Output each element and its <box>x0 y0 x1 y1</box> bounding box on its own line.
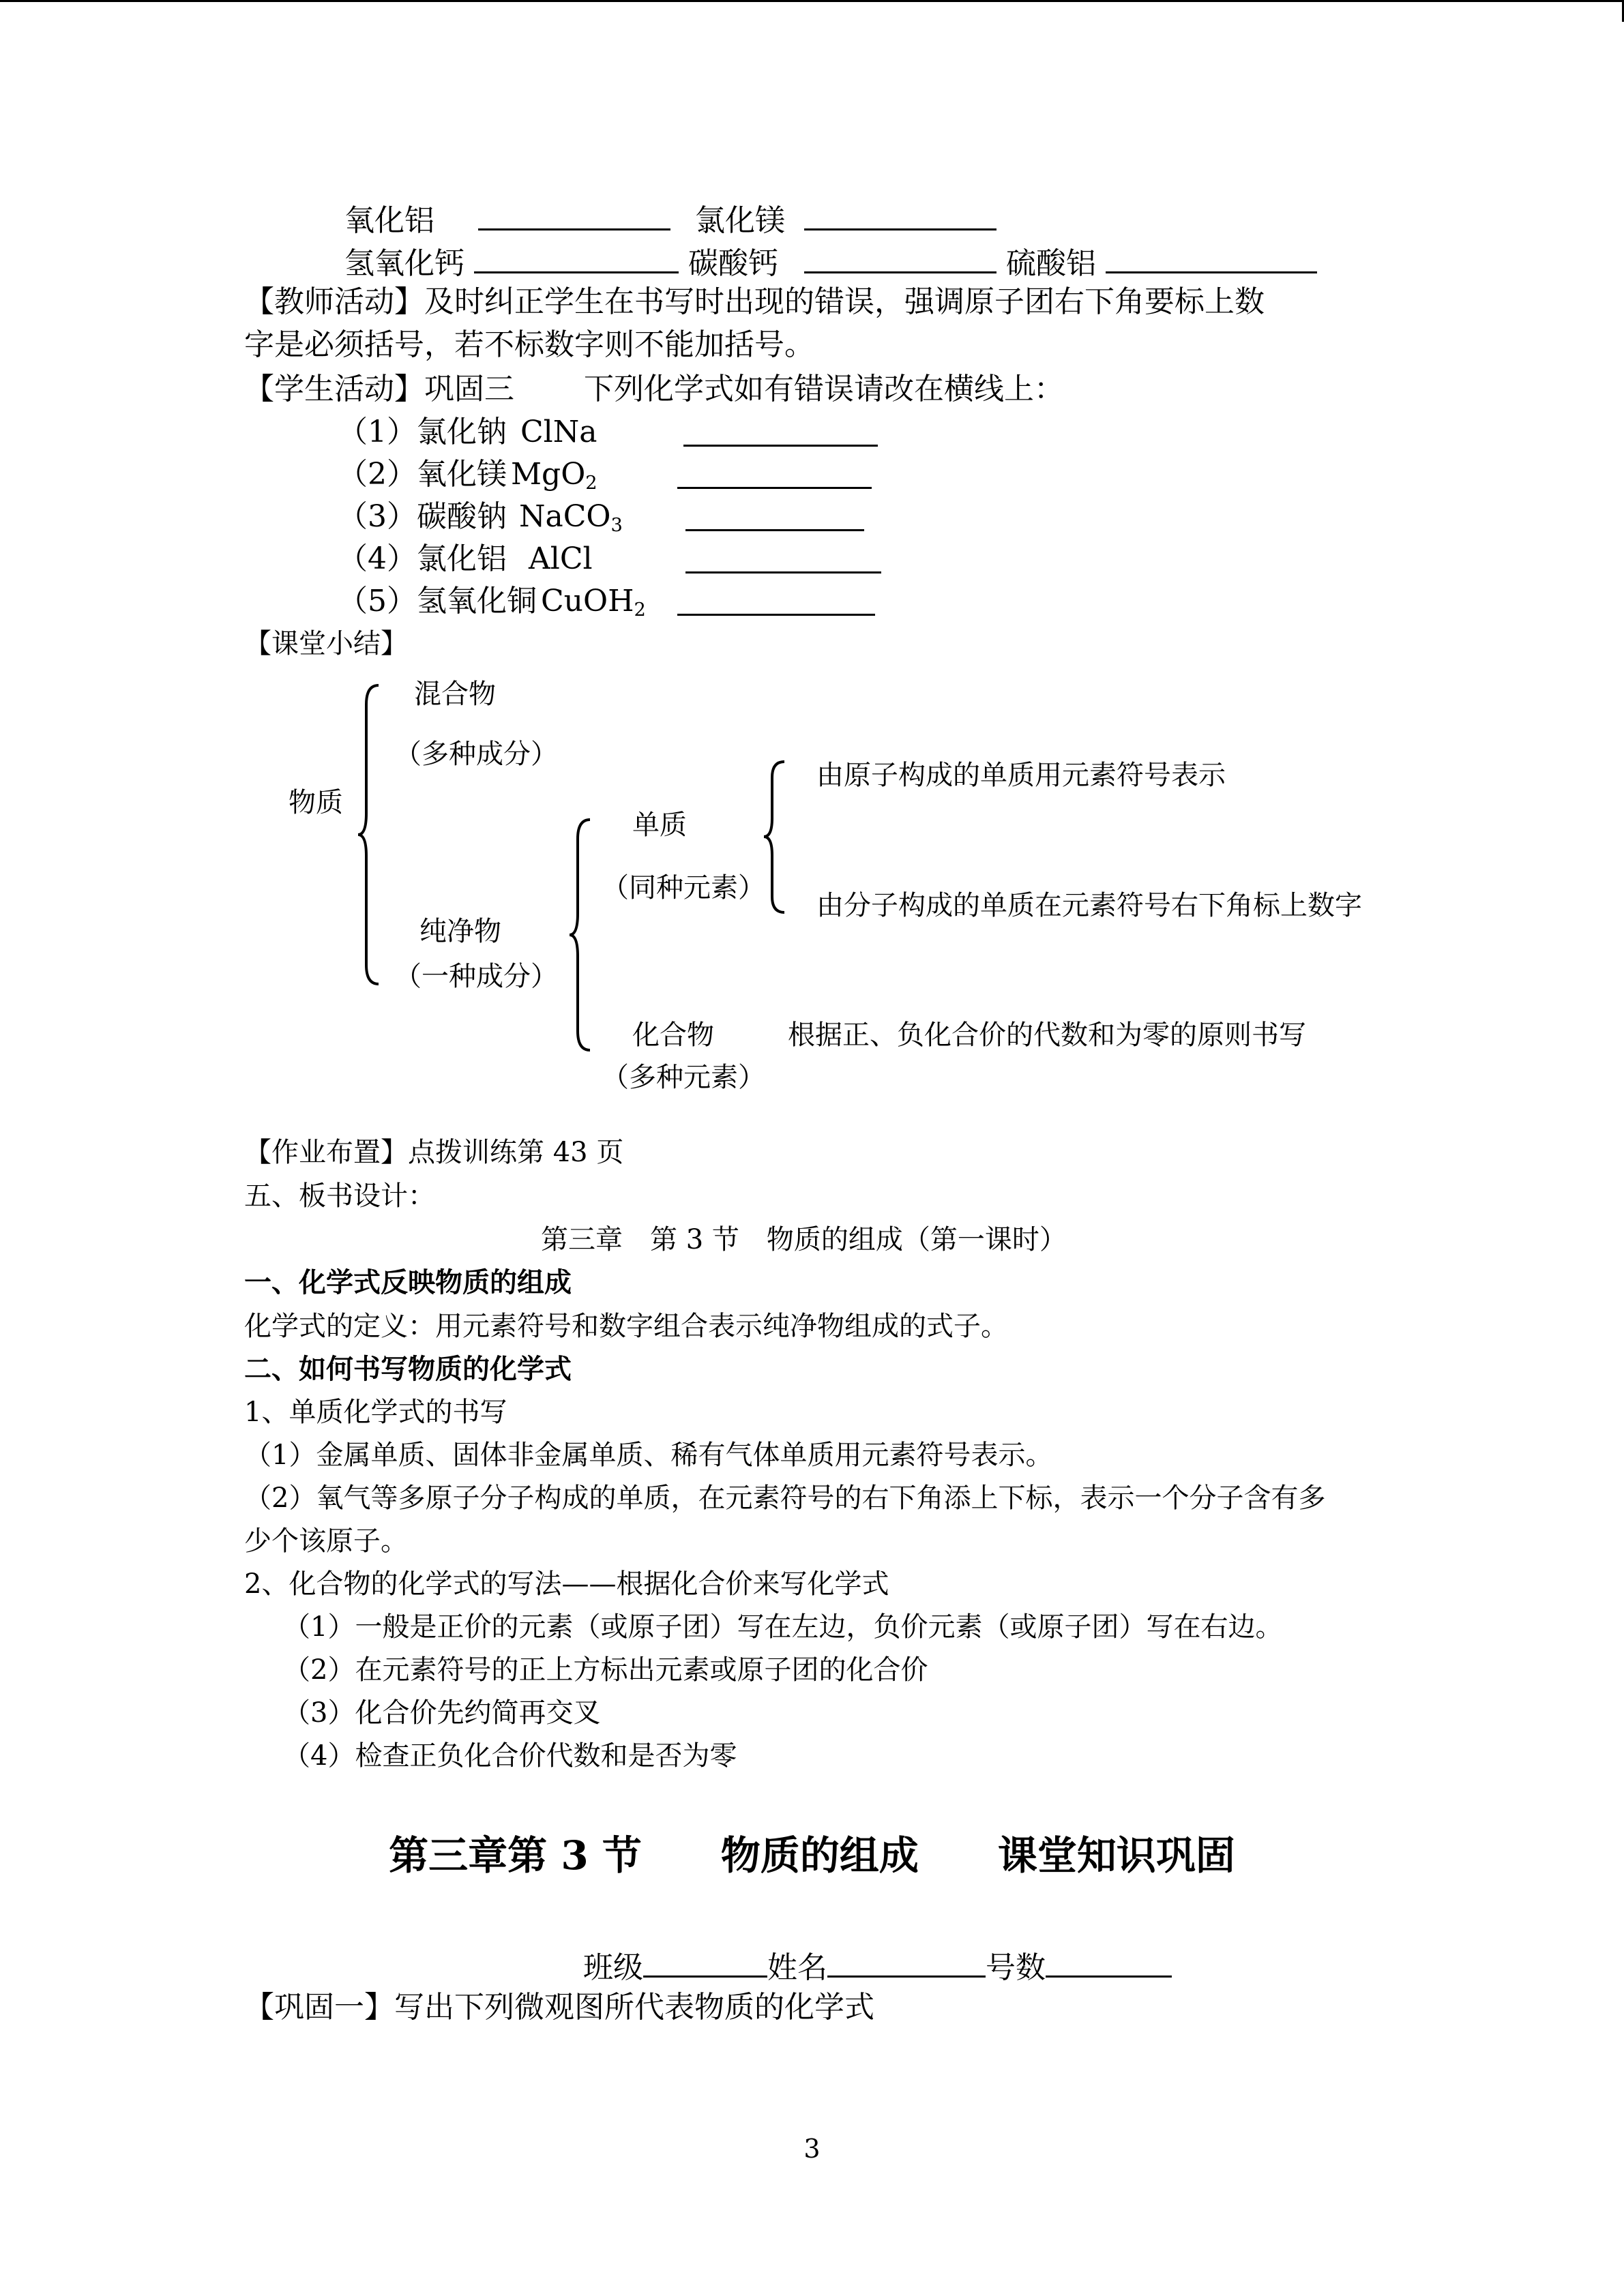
item-name: 氧化镁 <box>417 457 507 492</box>
answer-blank[interactable] <box>804 244 996 273</box>
item-number: （1） <box>338 415 417 449</box>
correction-item-2 <box>338 457 597 494</box>
tree-element-rule-2: 由分子构成的单质在元素符号右下角标上数字 <box>816 890 1362 921</box>
item-formula: NaCO$_3$ <box>519 499 623 536</box>
correction-item-4 <box>338 541 593 576</box>
board-design-title: 第三章 第 3 节 物质的组成（第一课时） <box>541 1224 1067 1255</box>
board-sub-1: 1、单质化学式的书写 <box>244 1397 507 1428</box>
formula-exercise-row-1 <box>344 201 996 236</box>
consolidation-title: 第三章第 3 节 物质的组成 课堂知识巩固 <box>389 1832 1235 1879</box>
tree-pure-note: （一种成分） <box>394 961 558 992</box>
root-brace <box>358 684 385 985</box>
correction-blank-4[interactable] <box>685 544 881 573</box>
tree-compound-note: （多种元素） <box>602 1062 765 1093</box>
correction-item-3 <box>338 499 623 536</box>
board-sub-2-item-1: （1）一般是正价的元素（或原子团）写在左边，负价元素（或原子团）写在右边。 <box>283 1611 1283 1643</box>
board-section-1: 一、化学式反映物质的组成 <box>244 1266 572 1298</box>
item-formula: ClNa <box>520 415 597 449</box>
number-field[interactable] <box>1046 1948 1172 1978</box>
item-name: 氯化铝 <box>417 541 507 576</box>
exercise-label: 氧化铝 <box>344 203 434 238</box>
correction-blank-5[interactable] <box>677 586 875 616</box>
board-definition: 化学式的定义：用元素符号和数字组合表示纯净物组成的式子。 <box>244 1311 1008 1342</box>
student-activity-heading <box>244 374 1064 404</box>
number-label: 号数 <box>986 1950 1046 1985</box>
formula-exercise-row-2 <box>344 244 1317 279</box>
page-top-border <box>0 0 1624 2</box>
item-formula: CuOH$_2$ <box>541 584 646 621</box>
item-formula: AlCl <box>529 541 593 576</box>
class-label: 班级 <box>583 1950 643 1985</box>
board-section-2: 二、如何书写物质的化学式 <box>244 1353 572 1385</box>
board-sub-1-p2-line-2: 少个该原子。 <box>244 1525 408 1557</box>
element-brace <box>764 760 791 914</box>
item-number: （5） <box>338 584 417 618</box>
student-info-row <box>583 1948 1172 1983</box>
correction-item-1 <box>338 417 597 447</box>
board-sub-2-item-4: （4）检查正负化合价代数和是否为零 <box>283 1740 737 1772</box>
pure-brace <box>570 818 597 1052</box>
tree-root: 物质 <box>289 787 343 818</box>
tree-pure: 纯净物 <box>419 916 501 947</box>
answer-blank[interactable] <box>478 201 670 230</box>
tree-mixture: 混合物 <box>414 679 496 710</box>
tree-element-rule-1: 由原子构成的单质用元素符号表示 <box>816 760 1226 791</box>
class-field[interactable] <box>643 1948 767 1978</box>
item-number: （2） <box>338 457 417 492</box>
student-activity-label: 【学生活动】巩固三 <box>244 372 514 406</box>
teacher-activity-line-2: 字是必须括号，若不标数字则不能加括号。 <box>244 327 814 362</box>
consolidation-exercise-1: 【巩固一】写出下列微观图所代表物质的化学式 <box>244 1990 874 2025</box>
item-number: （3） <box>338 499 417 534</box>
homework: 【作业布置】点拨训练第 43 页 <box>244 1137 624 1168</box>
item-number: （4） <box>338 541 417 576</box>
page-number: 3 <box>803 2134 821 2164</box>
tree-element: 单质 <box>632 809 687 841</box>
board-sub-2-item-3: （3）化合价先约简再交叉 <box>283 1697 601 1729</box>
exercise-label: 硫酸铝 <box>1006 246 1096 281</box>
teacher-activity-line-1: 【教师活动】及时纠正学生在书写时出现的错误，强调原子团右下角要标上数 <box>244 284 1265 319</box>
exercise-label: 氢氧化钙 <box>344 246 464 281</box>
name-field[interactable] <box>827 1948 986 1978</box>
board-design-heading: 五、板书设计： <box>244 1180 435 1212</box>
item-formula: MgO$_2$ <box>511 457 597 494</box>
answer-blank[interactable] <box>474 244 679 273</box>
answer-blank[interactable] <box>1106 244 1317 273</box>
item-name: 氯化钠 <box>417 415 507 449</box>
tree-compound: 化合物 <box>632 1019 714 1051</box>
tree-element-note: （同种元素） <box>602 872 765 904</box>
answer-blank[interactable] <box>804 201 996 230</box>
exercise-label: 氯化镁 <box>695 203 785 238</box>
item-name: 氢氧化铜 <box>417 584 537 618</box>
tree-compound-rule: 根据正、负化合价的代数和为零的原则书写 <box>788 1019 1306 1051</box>
item-name: 碳酸钠 <box>417 499 507 534</box>
summary-heading: 【课堂小结】 <box>244 628 408 659</box>
correction-blank-2[interactable] <box>677 460 872 489</box>
student-activity-instruction: 下列化学式如有错误请改在横线上： <box>584 372 1064 406</box>
board-sub-1-p1: （1）金属单质、固体非金属单质、稀有气体单质用元素符号表示。 <box>244 1440 1053 1471</box>
board-sub-2-item-2: （2）在元素符号的正上方标出元素或原子团的化合价 <box>283 1654 928 1686</box>
exercise-label: 碳酸钙 <box>688 246 778 281</box>
board-sub-1-p2-line-1: （2）氧气等多原子分子构成的单质，在元素符号的右下角添上下标，表示一个分子含有多 <box>244 1482 1326 1514</box>
tree-mixture-note: （多种成分） <box>394 739 558 770</box>
correction-blank-3[interactable] <box>685 502 864 531</box>
name-label: 姓名 <box>767 1950 827 1985</box>
correction-item-5 <box>338 584 646 621</box>
correction-blank-1[interactable] <box>683 417 878 447</box>
board-sub-2: 2、化合物的化学式的写法——根据化合价来写化学式 <box>244 1568 889 1600</box>
